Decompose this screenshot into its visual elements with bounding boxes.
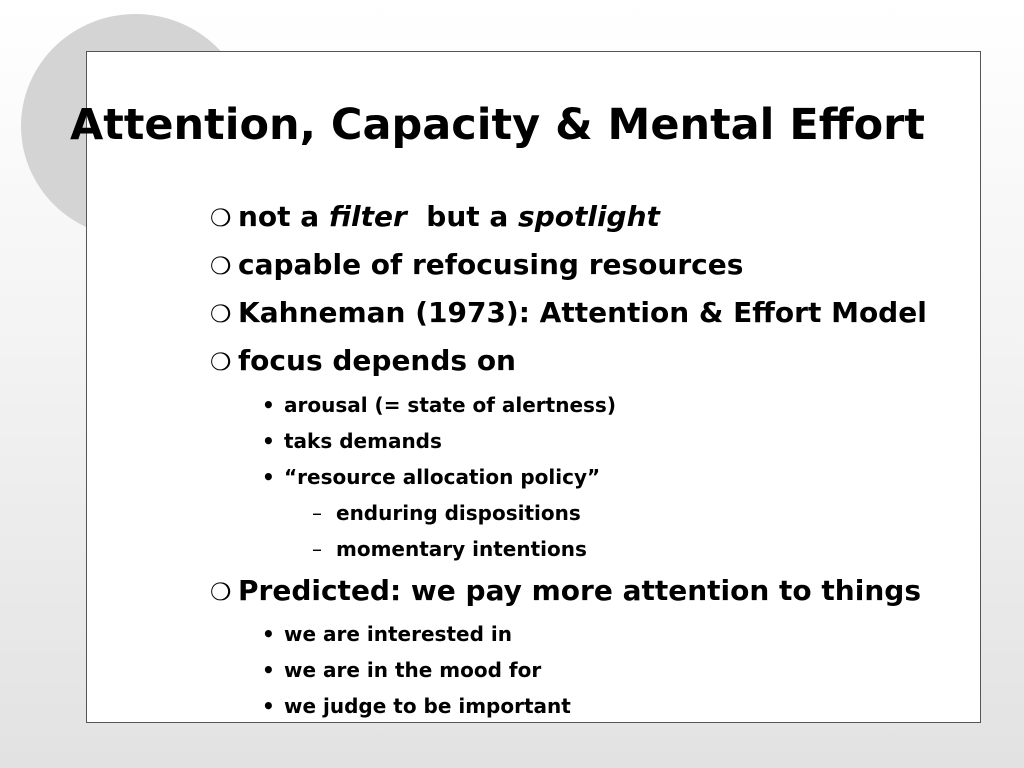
sub-bullet-text: we are interested in [284, 622, 512, 646]
dot-bullet-icon: • [262, 465, 275, 489]
dot-bullet-icon: • [262, 658, 275, 682]
sub-sub-bullet-text: enduring dispositions [336, 501, 581, 525]
sub-sub-bullet-dispositions [312, 501, 581, 525]
bullet-text: focus depends on [238, 344, 516, 377]
dash-bullet-icon: – [312, 537, 322, 561]
sub-bullet-allocation-policy [262, 465, 600, 489]
sub-bullet-text: taks demands [284, 429, 442, 453]
sub-bullet-text: arousal (= state of alertness) [284, 393, 616, 417]
sub-bullet-arousal [262, 393, 616, 417]
slide-title: Attention, Capacity & Mental Effort [70, 100, 925, 150]
circle-bullet-icon: ❍ [210, 348, 232, 376]
sub-sub-bullet-intentions [312, 537, 587, 561]
sub-bullet-interested [262, 622, 512, 646]
sub-bullet-task-demands [262, 429, 442, 453]
sub-bullet-mood [262, 658, 541, 682]
sub-bullet-text: we judge to be important [284, 694, 571, 718]
sub-sub-bullet-text: momentary intentions [336, 537, 587, 561]
circle-bullet-icon: ❍ [210, 252, 232, 280]
bullet-text: but a [406, 200, 519, 233]
bullet-filter-spotlight [210, 200, 660, 233]
circle-bullet-icon: ❍ [210, 300, 232, 328]
dot-bullet-icon: • [262, 429, 275, 453]
bullet-emphasis-spotlight: spotlight [518, 200, 660, 233]
bullet-kahneman [210, 296, 927, 329]
bullet-focus-depends [210, 344, 516, 377]
bullet-text: Predicted: we pay more attention to things [238, 574, 921, 607]
sub-bullet-text: we are in the mood for [284, 658, 542, 682]
bullet-predicted [210, 574, 921, 607]
dot-bullet-icon: • [262, 393, 275, 417]
dash-bullet-icon: – [312, 501, 322, 525]
bullet-text: Kahneman (1973): Attention & Effort Model [238, 296, 927, 329]
circle-bullet-icon: ❍ [210, 204, 232, 232]
dot-bullet-icon: • [262, 694, 275, 718]
bullet-refocusing [210, 248, 743, 281]
bullet-text: capable of refocusing resources [238, 248, 744, 281]
sub-bullet-text: “resource allocation policy” [284, 465, 601, 489]
circle-bullet-icon: ❍ [210, 578, 232, 606]
sub-bullet-important [262, 694, 571, 718]
bullet-text: not a [238, 200, 329, 233]
dot-bullet-icon: • [262, 622, 275, 646]
bullet-emphasis-filter: filter [328, 200, 407, 233]
